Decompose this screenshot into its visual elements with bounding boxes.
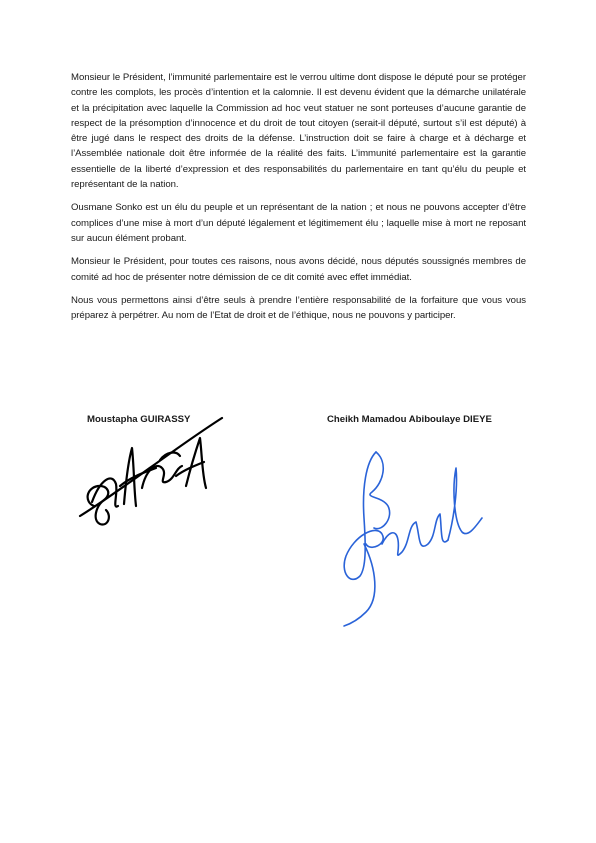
paragraph-sonko: Ousmane Sonko est un élu du peuple et un représentant de la nation ; et nous ne pouvons accepter d’être complices d’une mise à mort d’un député légalement et légitimement élu ; laquelle mise à mort ne reposant sur aucun élément probant. xyxy=(71,202,526,244)
signature-guirassy xyxy=(72,410,232,535)
signer-name-dieye: Cheikh Mamadou Abiboulaye DIEYE xyxy=(327,414,492,425)
paragraph-immunity: Monsieur le Président, l’immunité parlementaire est le verrou ultime dont dispose le député pour se protéger contre les complots, les procès d’intention et la calomnie. Il est devenu évident que la démarche unilatérale et la précipitation avec laquelle la Commission ad hoc veut statuer ne sont porteuses d’aucune garantie de respect de la présomption d’innocence et du droit de tout citoyen (serait-il député, surtout s’il est député) à être jugé dans le respect des droits de la défense. L’instruction doit se faire à charge et à décharge et l’Assemblée nationale doit être informée de la réalité des faits. L’immunité parlementaire est la garantie essentielle de la liberté d’expression et des responsabilités du parlementaire en tant qu’élu du peuple et représentant de la nation. xyxy=(71,72,526,191)
signer-name-guirassy: Moustapha GUIRASSY xyxy=(87,414,191,425)
paragraph-responsibility: Nous vous permettons ainsi d’être seuls à prendre l’entière responsabilité de la forfaiture que vous vous préparez à perpétrer. Au nom de l’Etat de droit et de l’éthique, nous ne pouvons y participer. xyxy=(71,294,526,322)
letter-body xyxy=(71,70,526,331)
signature-dieye xyxy=(336,448,486,628)
paragraph-resignation: Monsieur le Président, pour toutes ces raisons, nous avons décidé, nous députés soussignés membres de comité ad hoc de présenter notre démission de ce dit comité avec effet immédiat. xyxy=(71,256,526,283)
